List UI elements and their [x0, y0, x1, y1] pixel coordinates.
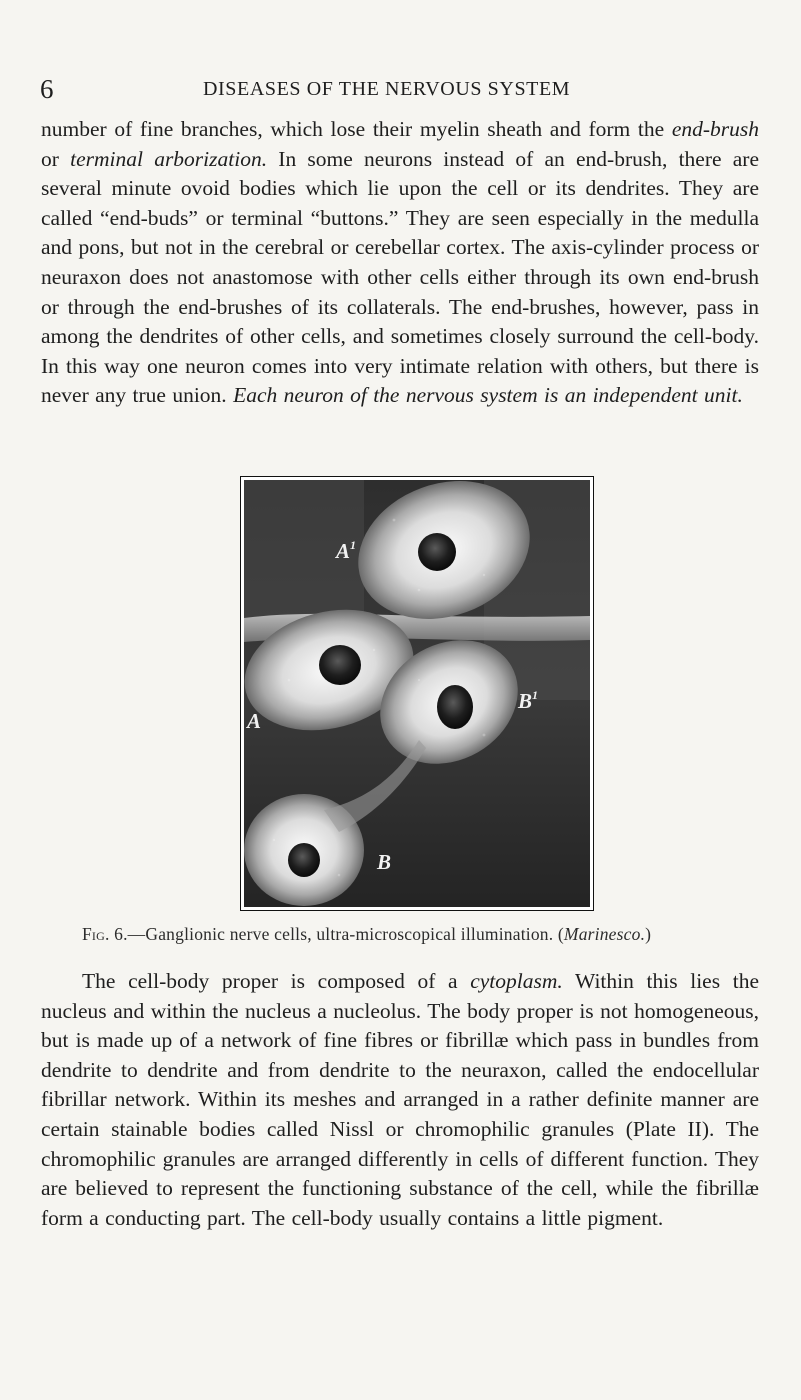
- figure-micrograph: [240, 476, 594, 911]
- emphasis-independent-unit: Each neuron of the nervous system is an independent unit.: [233, 383, 743, 408]
- term-cytoplasm: cytoplasm.: [470, 969, 563, 993]
- figure-caption: Fig. 6.—Ganglionic nerve cells, ultra-microscopical illumination. (Marinesco.): [82, 924, 652, 944]
- label-a1: $A^1$: [336, 538, 357, 563]
- figure-number: Fig. 6.: [82, 924, 128, 944]
- body-paragraph-2: The cell-body proper is composed of a cytoplasm. Within this lies the nucleus and within the nucleus a nucleolus. The body proper is not homogeneous, but is made up of a network of fine fibres or fibrillæ which pass in bundles from dendrite to dendrite and from dendrite to the neuraxon, called the endocellular fibrillar network. Within its meshes and arranged in a rather definite manner are certain stainable bodies called Nissl or chromophilic granules (Plate II). The chromophilic granules are arranged differently in cells of different function. They are believed to represent the functioning substance of the cell, while the fibrillæ form a conducting part. The cell-body usually contains a little pigment.: [41, 969, 759, 1230]
- running-head: [0, 74, 801, 114]
- label-b: B: [377, 850, 392, 874]
- page-number: 6: [40, 74, 54, 104]
- label-a: A: [247, 709, 262, 733]
- label-b1: $B^1$: [518, 688, 539, 713]
- body-paragraph-1: number of fine branches, which lose their myelin sheath and form the end-brush or terminal arborization. In some neurons instead of an end-brush, there are several minute ovoid bodies which lie upon the cell or its dendrites. They are called “end-buds” or terminal “buttons.” They are seen especially in the medulla and pons, but not in the cerebral or cerebellar cortex. The axis-cylinder process or neuraxon does not anastomose with other cells either through its own end-brush or through the end-brushes of its collaterals. The end-brushes, however, pass in among the dendrites of other cells, and sometimes closely surround the cell-body. In this way one neuron comes into very intimate relation with others, but there is never any true union. Each neuron of the nervous system is an independent unit.: [41, 117, 759, 408]
- caption-author: Marinesco.: [563, 924, 646, 944]
- running-title: DISEASES OF THE NERVOUS SYSTEM: [203, 78, 571, 100]
- term-terminal-arborization: terminal arborization.: [70, 146, 268, 171]
- micrograph-image: [244, 480, 590, 907]
- term-end-brush: end-brush: [671, 117, 759, 141]
